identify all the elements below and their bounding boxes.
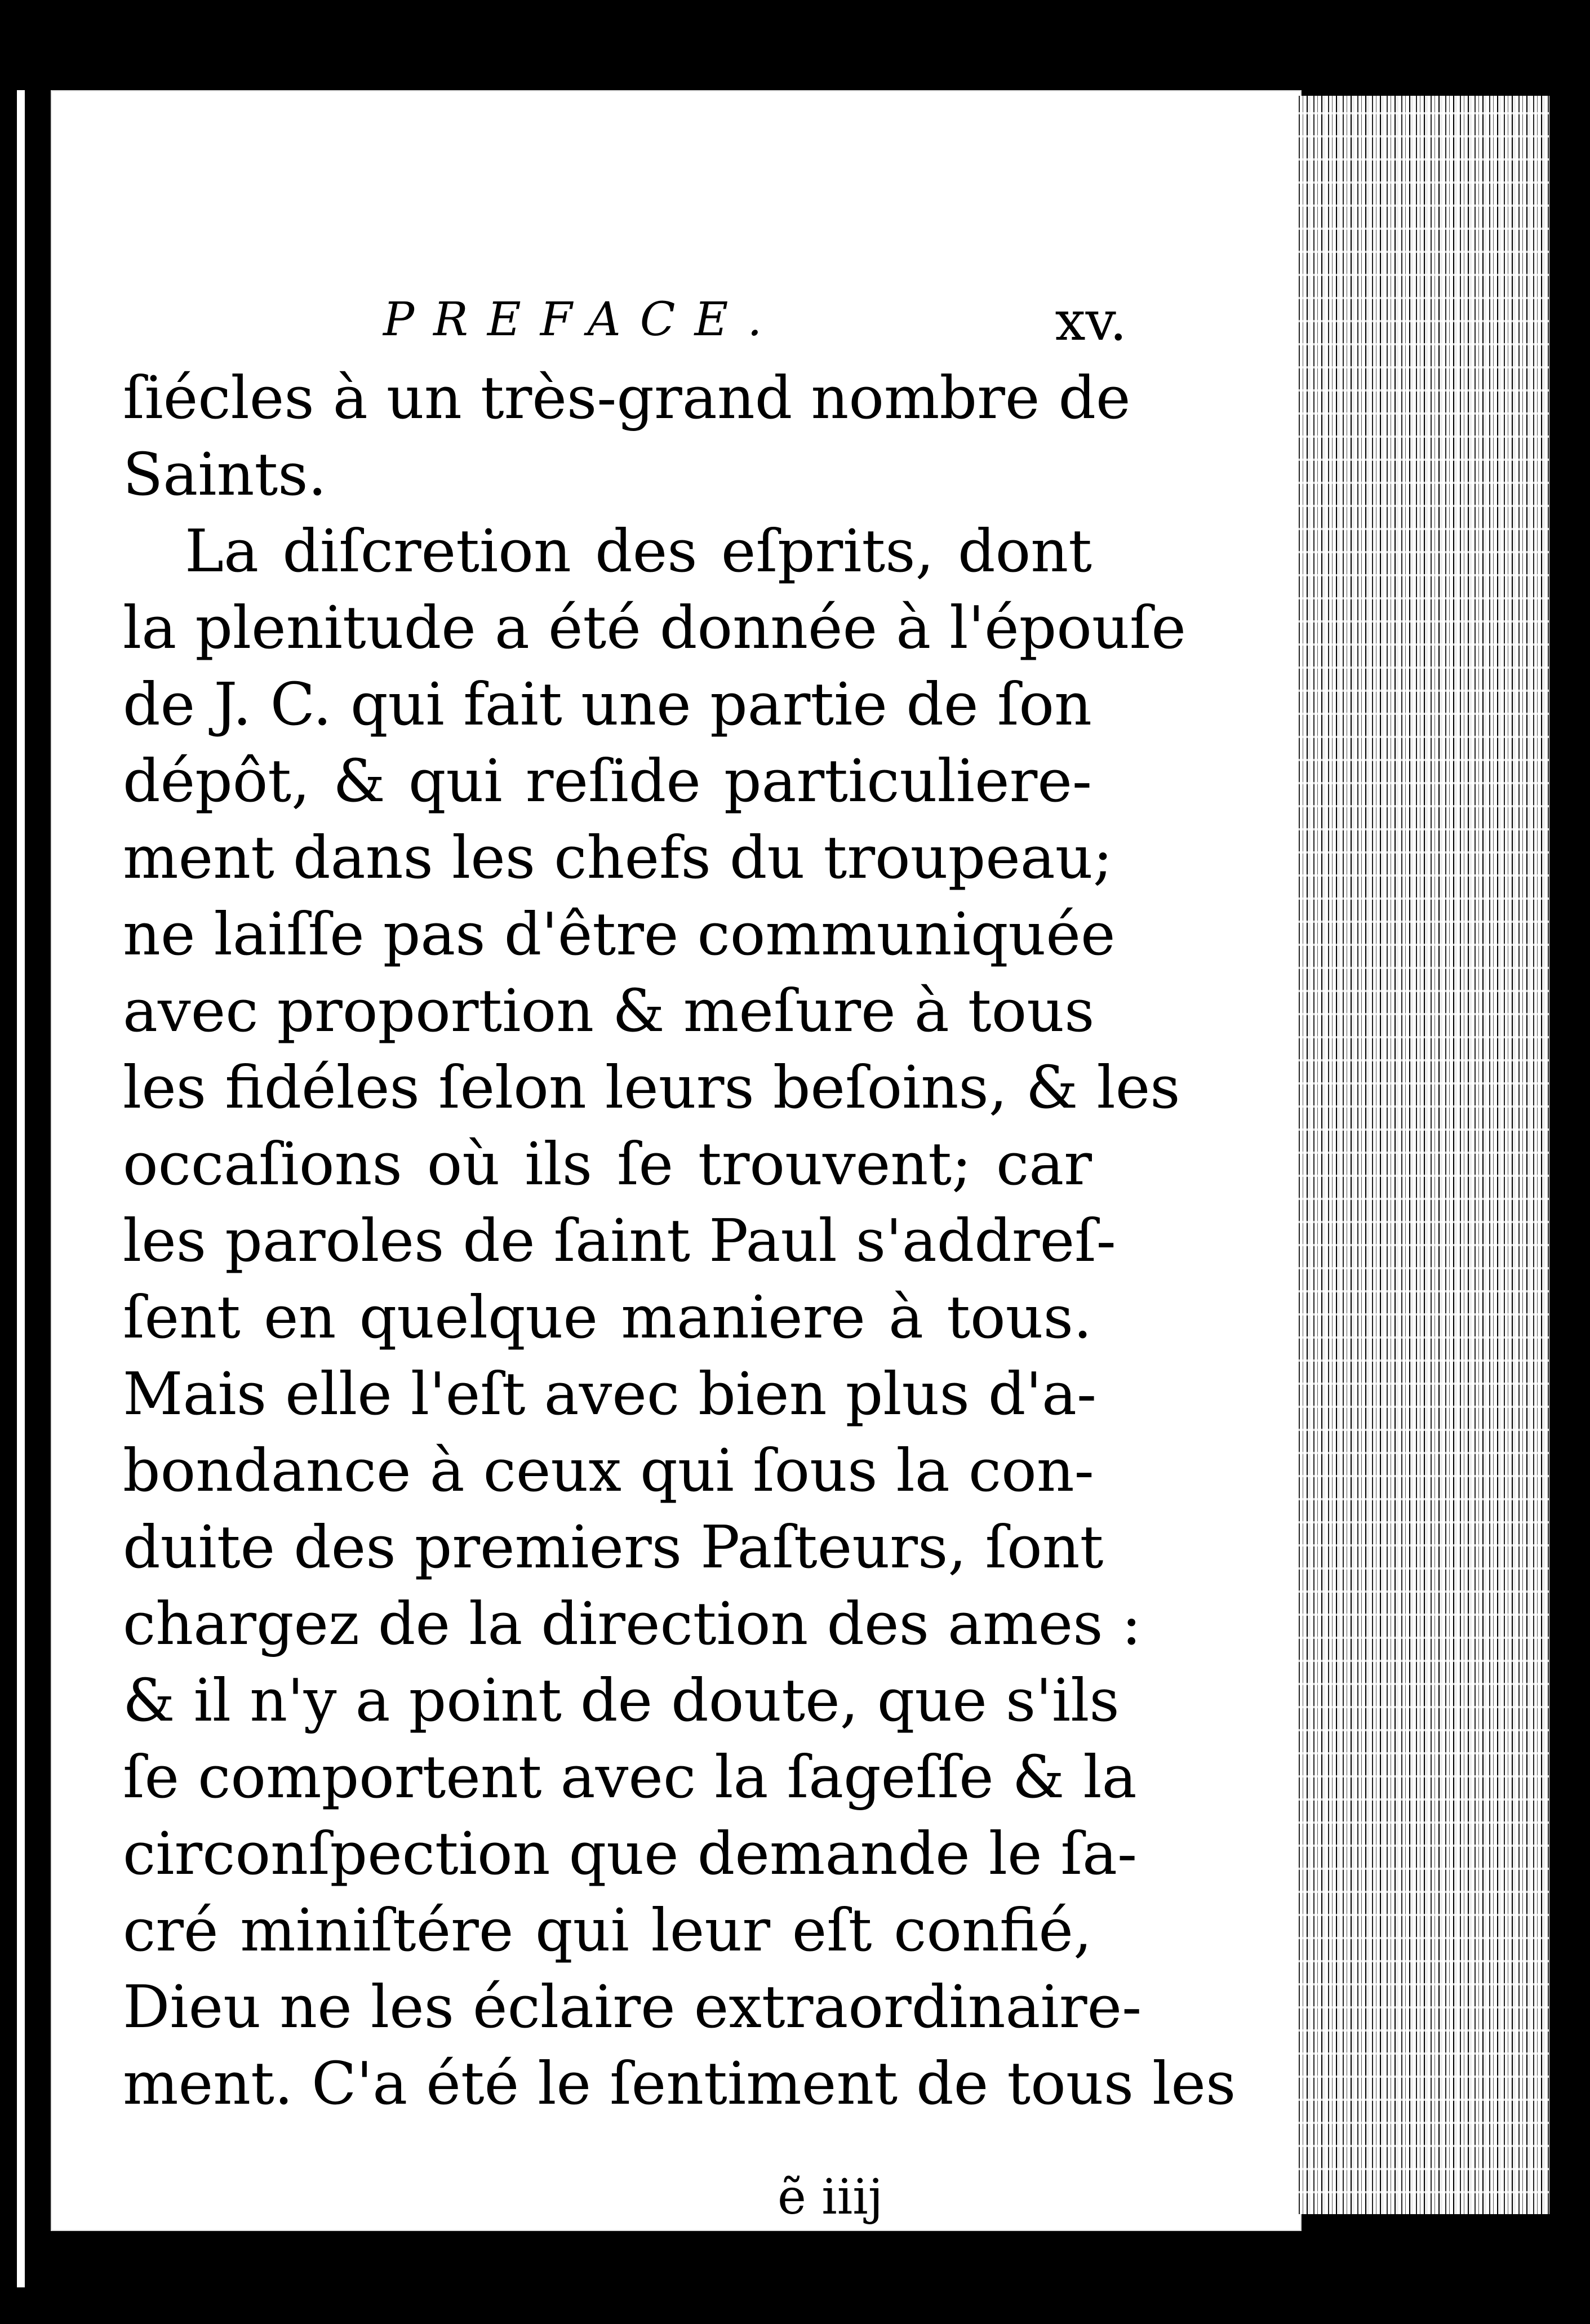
text-line: ſiécles à un très-grand nombre de <box>123 363 1131 432</box>
body-text <box>123 359 1236 2122</box>
text-line: bondance à ceux qui ſous la con- <box>123 1436 1094 1505</box>
binding-edge <box>0 0 45 2324</box>
text-line: ment dans les chefs du troupeau; <box>123 823 1113 892</box>
text-line: & il n'y a point de doute, que s'ils <box>123 1666 1120 1735</box>
text-line: Mais elle l'eſt avec bien plus d'a- <box>123 1359 1097 1428</box>
text-line: circonſpection que demande le ſa- <box>123 1819 1138 1888</box>
text-line: ſe comportent avec la ſageſſe & la <box>123 1743 1137 1811</box>
text-line: occaſions où ils ſe trouvent; car <box>123 1130 1092 1198</box>
text-line: ne laiſſe pas d'être communiquée <box>123 900 1116 968</box>
text-line: dépôt, & qui reſide particuliere- <box>123 746 1092 815</box>
book-page <box>51 90 1302 2231</box>
running-head: PREFACE. <box>383 293 781 346</box>
text-line: Saints. <box>123 440 327 509</box>
page-number: xv. <box>1055 290 1127 353</box>
page-edges <box>1296 96 1572 2214</box>
text-line: les fidéles ſelon leurs beſoins, & les <box>123 1053 1180 1122</box>
text-line: la plenitude a été donnée à l'épouſe <box>123 593 1186 662</box>
text-line: duite des premiers Paſteurs, ſont <box>123 1513 1104 1581</box>
text-line: ſent en quelque maniere à tous. <box>123 1283 1092 1352</box>
signature-mark: ẽ iiij <box>778 2169 883 2225</box>
text-line: ment. C'a été le ſentiment de tous les <box>123 2049 1236 2118</box>
text-line: chargez de la direction des ames : <box>123 1589 1142 1658</box>
page-header <box>383 290 1127 355</box>
text-line: Dieu ne les éclaire extraordinaire- <box>123 1972 1142 2041</box>
text-line: les paroles de ſaint Paul s'addreſ- <box>123 1206 1116 1275</box>
text-line: cré miniſtére qui leur eſt confié, <box>123 1896 1092 1965</box>
text-line: de J. C. qui fait une partie de ſon <box>123 670 1092 739</box>
text-line: La diſcretion des eſprits, dont <box>185 517 1092 585</box>
text-line: avec proportion & meſure à tous <box>123 976 1095 1045</box>
